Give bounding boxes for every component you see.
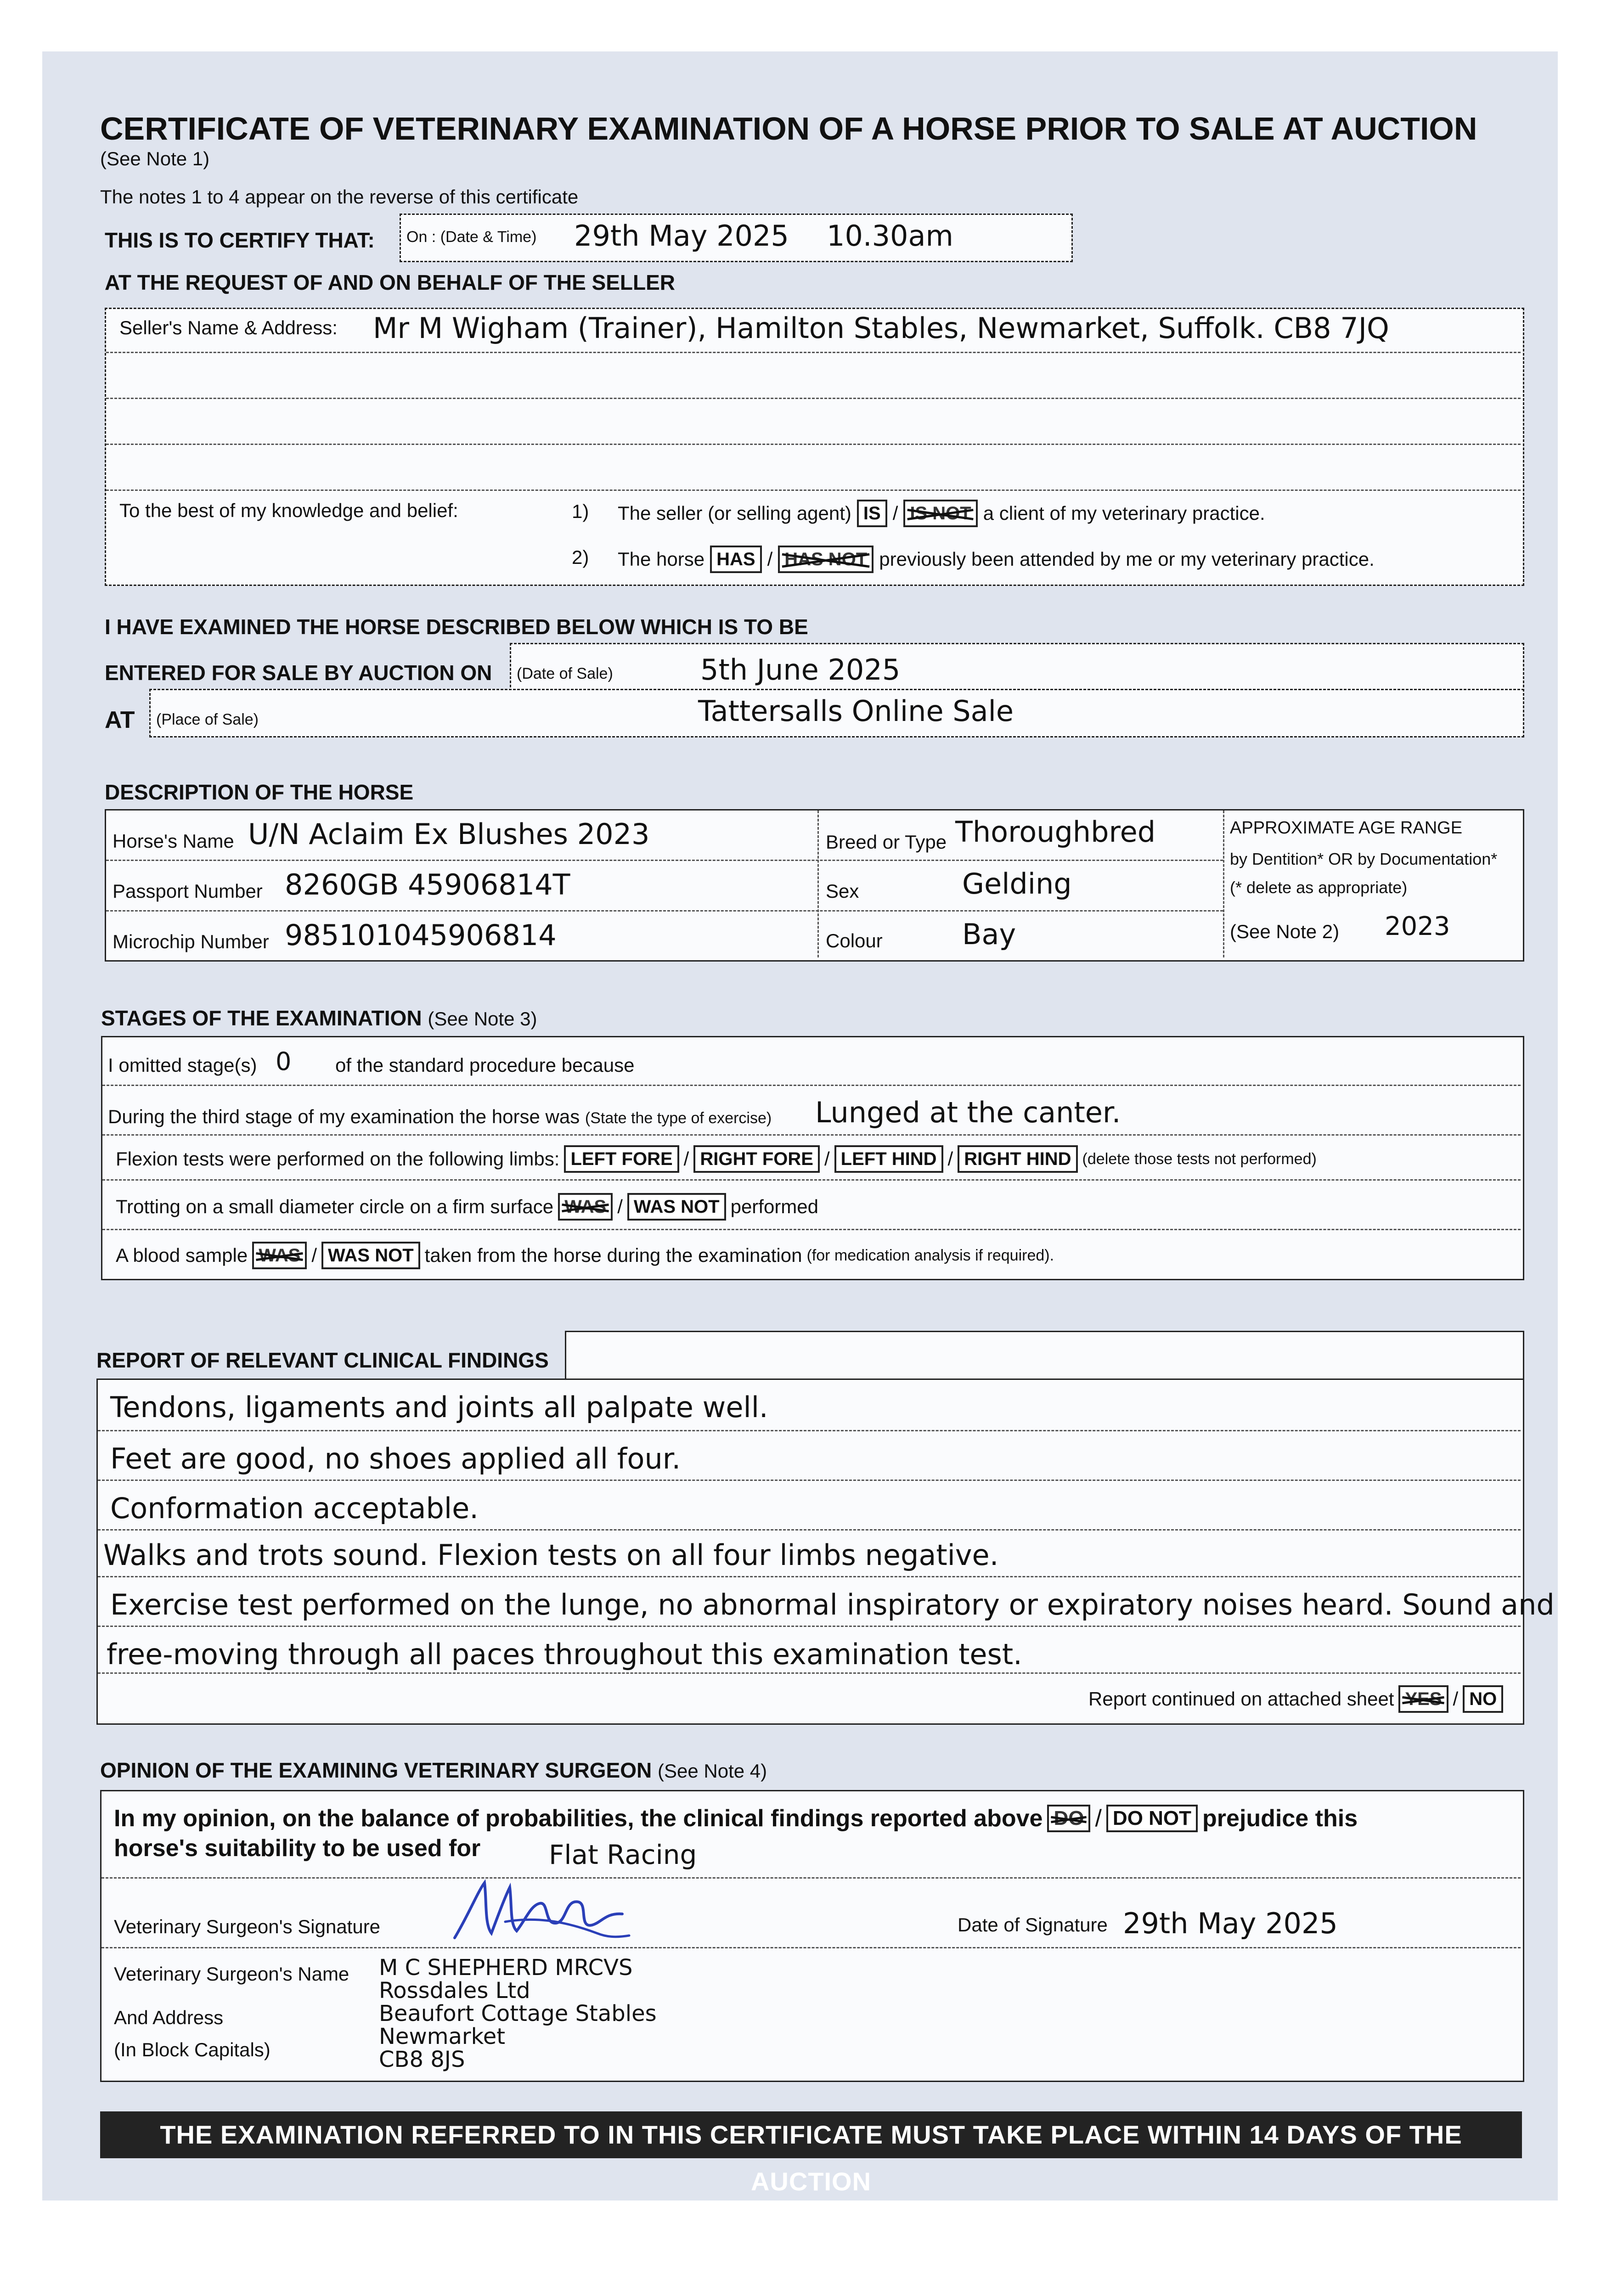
column-divider bbox=[1223, 810, 1224, 957]
separator: / bbox=[617, 1196, 623, 1217]
third-stage-text: During the third stage of my examination the horse was bbox=[108, 1106, 580, 1127]
divider bbox=[106, 352, 1521, 353]
colour-label: Colour bbox=[826, 930, 883, 951]
is-option: IS bbox=[857, 500, 887, 527]
opinion-heading bbox=[100, 1758, 767, 1783]
row-divider bbox=[98, 1480, 1521, 1481]
opinion-heading-text: OPINION OF THE EXAMINING VETERINARY SURGEON bbox=[100, 1758, 652, 1782]
microchip-label: Microchip Number bbox=[113, 931, 269, 952]
knowledge-item1-num: 1) bbox=[572, 501, 589, 522]
sale-place-label: (Place of Sale) bbox=[156, 711, 259, 728]
vet-address-block bbox=[379, 1956, 657, 2071]
description-heading: DESCRIPTION OF THE HORSE bbox=[105, 780, 414, 804]
seller-value: Mr M Wigham (Trainer), Hamilton Stables, Newmarket, Suffolk. CB8 7JQ bbox=[373, 311, 1389, 345]
age-delete-note: (* delete as appropriate) bbox=[1230, 878, 1408, 897]
sex-label: Sex bbox=[826, 880, 859, 902]
on-date-label: On : (Date & Time) bbox=[406, 228, 537, 246]
has-option: HAS bbox=[710, 546, 761, 573]
row-divider bbox=[101, 1877, 1521, 1879]
separator: / bbox=[767, 548, 773, 570]
vet-address-line: Rossdales Ltd bbox=[379, 1978, 530, 2003]
row-divider bbox=[98, 1576, 1521, 1577]
sign-date-value: 29th May 2025 bbox=[1123, 1907, 1338, 1940]
horse-name-value: U/N Aclaim Ex Blushes 2023 bbox=[248, 817, 650, 851]
limb-left-hind: LEFT HIND bbox=[834, 1145, 943, 1173]
separator: / bbox=[1095, 1805, 1102, 1832]
item2-post: previously been attended by me or my veterinary practice. bbox=[879, 548, 1375, 570]
trotting-row bbox=[116, 1193, 818, 1221]
blood-was-not-option: WAS NOT bbox=[321, 1242, 420, 1269]
signature-image bbox=[441, 1874, 634, 1952]
footer-banner: THE EXAMINATION REFERRED TO IN THIS CERTIFICATE MUST TAKE PLACE WITHIN 14 DAYS OF THE AUCTION bbox=[100, 2111, 1522, 2158]
sale-date-value: 5th June 2025 bbox=[700, 653, 901, 687]
passport-label: Passport Number bbox=[113, 880, 263, 902]
is-not-option: IS NOT bbox=[903, 500, 977, 527]
has-not-option: HAS NOT bbox=[778, 546, 873, 573]
report-continued-row bbox=[1088, 1685, 1503, 1713]
blood-row bbox=[116, 1242, 1054, 1269]
report-line: free-moving through all paces throughout this examination test. bbox=[107, 1638, 1022, 1671]
seller-box bbox=[105, 308, 1524, 586]
stages-heading-note: (See Note 3) bbox=[428, 1008, 537, 1030]
item1-post: a client of my veterinary practice. bbox=[983, 502, 1265, 524]
certificate-title: CERTIFICATE OF VETERINARY EXAMINATION OF A HORSE PRIOR TO SALE AT AUCTION bbox=[100, 111, 1477, 146]
column-divider bbox=[817, 810, 819, 957]
report-line: Exercise test performed on the lunge, no abnormal inspiratory or expiratory noises heard. Sound and bbox=[110, 1588, 1555, 1621]
breed-value: Thoroughbred bbox=[955, 815, 1156, 849]
omitted-value: 0 bbox=[276, 1047, 292, 1076]
vet-address-line: M C SHEPHERD MRCVS bbox=[379, 1955, 633, 1981]
row-divider bbox=[102, 1179, 1521, 1181]
item2-pre: The horse bbox=[618, 548, 705, 570]
third-stage-hint: (State the type of exercise) bbox=[585, 1109, 772, 1127]
exam-time: 10.30am bbox=[827, 219, 953, 253]
opinion-post: prejudice this bbox=[1202, 1805, 1358, 1832]
vet-address-line: Beaufort Cottage Stables bbox=[379, 2001, 657, 2026]
row-divider bbox=[98, 1672, 1521, 1674]
vet-address-label: And Address bbox=[114, 2007, 224, 2028]
trot-performed: performed bbox=[730, 1196, 819, 1217]
age-value: 2023 bbox=[1385, 912, 1450, 941]
row-divider bbox=[106, 860, 1223, 861]
separator: / bbox=[311, 1244, 317, 1266]
microchip-value: 985101045906814 bbox=[285, 918, 557, 952]
entered-line: ENTERED FOR SALE BY AUCTION ON bbox=[105, 661, 492, 685]
trotting-label: Trotting on a small diameter circle on a firm surface bbox=[116, 1196, 554, 1217]
trot-was-option: WAS bbox=[558, 1193, 613, 1221]
separator: / bbox=[824, 1148, 830, 1170]
opinion-do-option: DO bbox=[1047, 1805, 1090, 1832]
sale-date-box bbox=[510, 643, 1524, 692]
separator: / bbox=[892, 502, 898, 524]
age-heading: APPROXIMATE AGE RANGE bbox=[1230, 818, 1463, 838]
third-stage-value: Lunged at the canter. bbox=[815, 1096, 1121, 1129]
continued-yes-option: YES bbox=[1398, 1685, 1448, 1713]
exam-date: 29th May 2025 bbox=[574, 219, 789, 253]
vet-name-label: Veterinary Surgeon's Name bbox=[114, 1963, 349, 1985]
at-label: AT bbox=[105, 707, 135, 733]
breed-label: Breed or Type bbox=[826, 831, 947, 853]
sign-date-label: Date of Signature bbox=[958, 1914, 1108, 1936]
opinion-pre: In my opinion, on the balance of probabilities, the clinical findings reported above bbox=[114, 1805, 1043, 1832]
flexion-note: (delete those tests not performed) bbox=[1082, 1150, 1317, 1168]
blood-note: (for medication analysis if required). bbox=[806, 1246, 1054, 1264]
item1-pre: The seller (or selling agent) bbox=[618, 502, 851, 524]
row-divider bbox=[102, 1134, 1521, 1136]
stages-heading-text: STAGES OF THE EXAMINATION bbox=[101, 1006, 422, 1030]
divider bbox=[106, 444, 1521, 445]
report-heading: REPORT OF RELEVANT CLINICAL FINDINGS bbox=[96, 1348, 549, 1372]
row-divider bbox=[106, 910, 1223, 912]
notes-line: The notes 1 to 4 appear on the reverse of this certificate bbox=[100, 186, 579, 208]
row-divider bbox=[102, 1085, 1521, 1086]
opinion-statement bbox=[114, 1805, 1358, 1832]
report-line: Walks and trots sound. Flexion tests on all four limbs negative. bbox=[103, 1538, 999, 1572]
limb-right-hind: RIGHT HIND bbox=[958, 1145, 1077, 1173]
sex-value: Gelding bbox=[962, 867, 1072, 900]
sale-place-value: Tattersalls Online Sale bbox=[698, 694, 1014, 728]
seller-label: Seller's Name & Address: bbox=[119, 317, 338, 338]
omitted-post: of the standard procedure because bbox=[335, 1054, 635, 1076]
separator: / bbox=[947, 1148, 953, 1170]
opinion-line2: horse's suitability to be used for bbox=[114, 1835, 481, 1862]
examined-line: I HAVE EXAMINED THE HORSE DESCRIBED BELOW WHICH IS TO BE bbox=[105, 615, 808, 639]
see-note-1: (See Note 1) bbox=[100, 148, 210, 169]
vet-address-line: CB8 8JS bbox=[379, 2047, 465, 2072]
knowledge-label: To the best of my knowledge and belief: bbox=[119, 500, 458, 521]
stages-heading bbox=[101, 1006, 537, 1030]
blood-was-option: WAS bbox=[252, 1242, 307, 1269]
knowledge-item1 bbox=[618, 500, 1265, 527]
limb-left-fore: LEFT FORE bbox=[564, 1145, 679, 1173]
separator: / bbox=[1453, 1688, 1459, 1710]
row-divider bbox=[98, 1626, 1521, 1627]
report-continued-label: Report continued on attached sheet bbox=[1088, 1688, 1394, 1710]
flexion-row bbox=[116, 1145, 1317, 1173]
omitted-pre: I omitted stage(s) bbox=[108, 1054, 257, 1076]
request-line: AT THE REQUEST OF AND ON BEHALF OF THE SELLER bbox=[105, 270, 675, 294]
age-by-line: by Dentition* OR by Documentation* bbox=[1230, 850, 1498, 868]
report-line: Feet are good, no shoes applied all four. bbox=[110, 1442, 681, 1475]
divider bbox=[106, 490, 1521, 491]
vet-address-line: Newmarket bbox=[379, 2024, 506, 2049]
continued-no-option: NO bbox=[1463, 1685, 1503, 1713]
blood-label: A blood sample bbox=[116, 1244, 248, 1266]
divider bbox=[106, 398, 1521, 399]
opinion-heading-note: (See Note 4) bbox=[658, 1760, 767, 1782]
sale-date-label: (Date of Sale) bbox=[517, 665, 613, 682]
row-divider bbox=[102, 1229, 1521, 1230]
blood-post: taken from the horse during the examination bbox=[424, 1244, 802, 1266]
colour-value: Bay bbox=[962, 917, 1016, 951]
report-line: Tendons, ligaments and joints all palpate well. bbox=[110, 1390, 768, 1424]
row-divider bbox=[101, 1947, 1521, 1948]
report-header-box bbox=[565, 1331, 1524, 1381]
limb-right-fore: RIGHT FORE bbox=[693, 1145, 820, 1173]
third-stage-label bbox=[108, 1106, 772, 1128]
knowledge-item2 bbox=[618, 546, 1375, 573]
signature-label: Veterinary Surgeon's Signature bbox=[114, 1916, 381, 1937]
row-divider bbox=[98, 1529, 1521, 1531]
separator: / bbox=[683, 1148, 689, 1170]
opinion-do-not-option: DO NOT bbox=[1106, 1805, 1198, 1832]
passport-value: 8260GB 45906814T bbox=[285, 868, 570, 901]
certify-label: THIS IS TO CERTIFY THAT: bbox=[105, 228, 375, 252]
trot-was-not-option: WAS NOT bbox=[627, 1193, 726, 1221]
report-line: Conformation acceptable. bbox=[110, 1491, 479, 1525]
block-capitals-label: (In Block Capitals) bbox=[114, 2039, 270, 2060]
opinion-use-value: Flat Racing bbox=[549, 1839, 697, 1870]
horse-name-label: Horse's Name bbox=[113, 830, 234, 852]
flexion-label: Flexion tests were performed on the following limbs: bbox=[116, 1148, 560, 1170]
knowledge-item2-num: 2) bbox=[572, 546, 589, 568]
row-divider bbox=[98, 1430, 1521, 1431]
age-see-note: (See Note 2) bbox=[1230, 921, 1340, 942]
